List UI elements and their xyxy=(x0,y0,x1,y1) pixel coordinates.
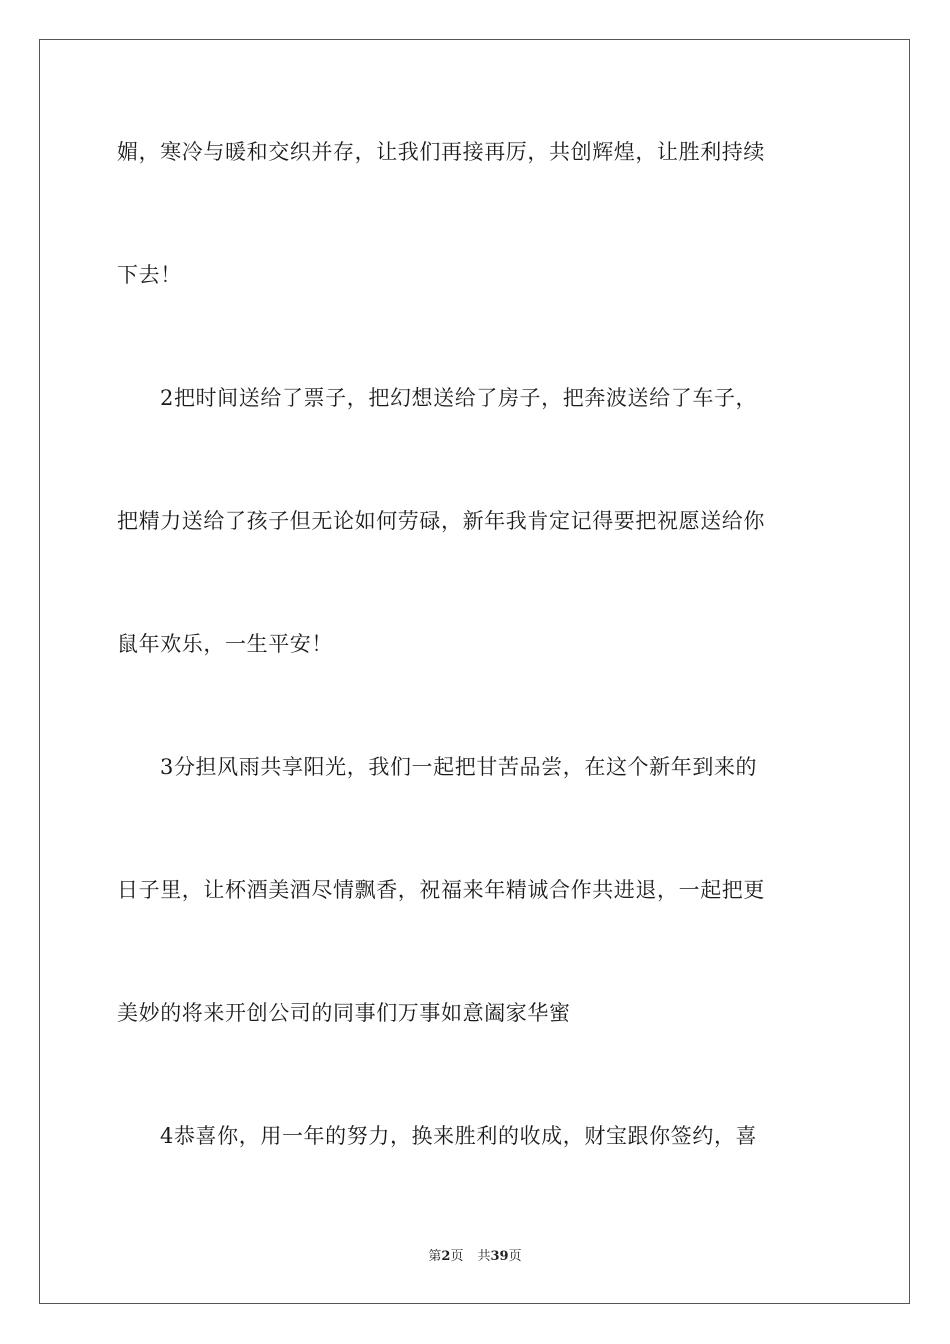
paragraph-3-line-3: 美妙的将来开创公司的同事们万事如意阖家华蜜 xyxy=(117,1001,571,1025)
total-prefix: 共 xyxy=(477,1249,491,1264)
page-border xyxy=(39,39,910,1304)
paragraph-4-line-1: 4恭喜你，用一年的努力，换来胜利的收成，财宝跟你签约，喜 xyxy=(160,1124,758,1148)
text-line-1: 媚，寒冷与暖和交织并存，让我们再接再厉，共创辉煌，让胜利持续 xyxy=(117,140,765,164)
paragraph-2-line-3: 鼠年欢乐，一生平安！ xyxy=(117,632,333,656)
page-footer xyxy=(0,1248,950,1266)
page-prefix: 第 xyxy=(428,1249,442,1264)
paragraph-3-line-2: 日子里，让杯酒美酒尽情飘香，祝福来年精诚合作共进退，一起把更 xyxy=(117,878,765,902)
text-line-2: 下去！ xyxy=(117,263,182,287)
current-page-number: 2 xyxy=(441,1249,451,1264)
page-suffix: 页 xyxy=(450,1249,464,1264)
paragraph-2-line-1: 2把时间送给了票子，把幻想送给了房子，把奔波送给了车子， xyxy=(160,386,758,410)
total-page-number: 39 xyxy=(490,1249,509,1264)
paragraph-3-line-1: 3分担风雨共享阳光，我们一起把甘苦品尝，在这个新年到来的 xyxy=(160,755,758,779)
total-suffix: 页 xyxy=(508,1249,522,1264)
paragraph-2-line-2: 把精力送给了孩子但无论如何劳碌，新年我肯定记得要把祝愿送给你 xyxy=(117,509,765,533)
